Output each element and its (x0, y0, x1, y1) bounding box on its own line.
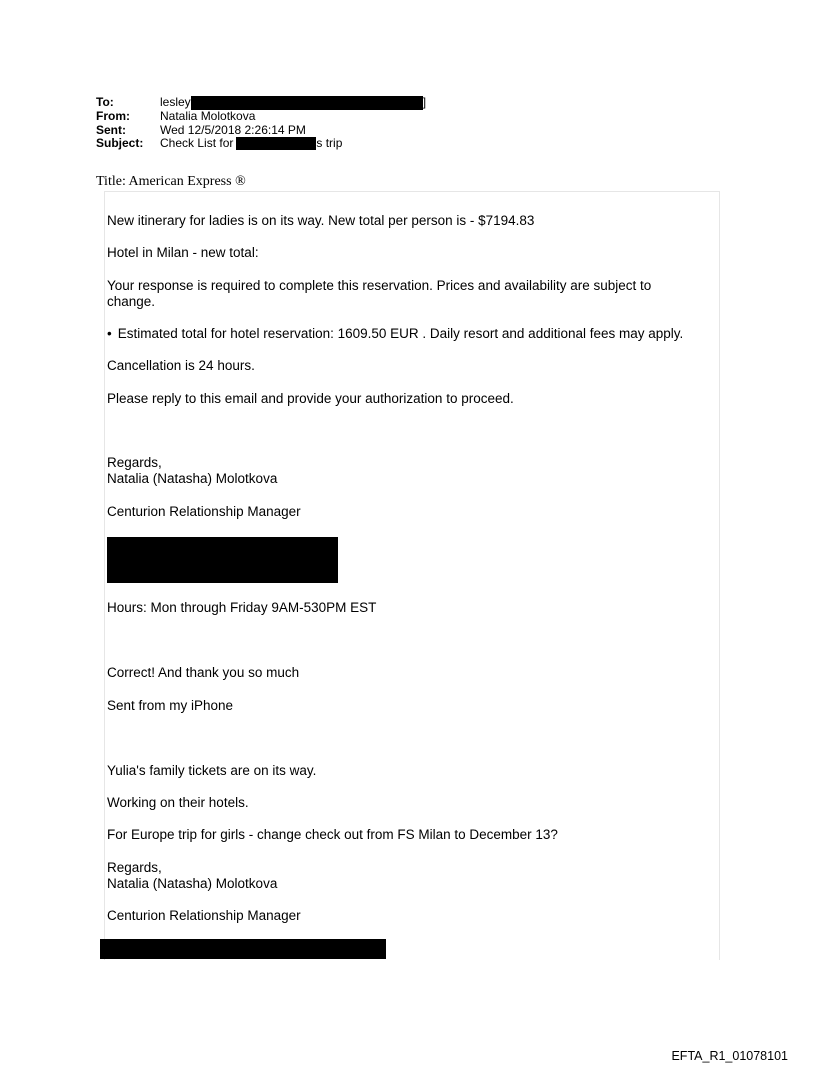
redaction-box (236, 137, 316, 150)
redaction-box (191, 96, 423, 110)
reply-text: Correct! And thank you so much (107, 665, 300, 680)
subject-label: Subject: (96, 136, 144, 150)
body-paragraph: Hotel in Milan - new total: (107, 245, 259, 260)
body-paragraph: Yulia's family tickets are on its way. (107, 763, 317, 778)
signature-regards: Regards, (107, 860, 162, 875)
body-paragraph: Cancellation is 24 hours. (107, 358, 255, 373)
body-paragraph: Please reply to this email and provide your authorization to proceed. (107, 391, 514, 406)
from-label: From: (96, 109, 130, 123)
bullet-glyph: • (107, 326, 112, 341)
body-paragraph: Your response is required to complete this reservation. Prices and availability are subject to change. (107, 278, 652, 309)
body-paragraph: Working on their hotels. (107, 795, 249, 810)
document-title: Title: American Express ® (96, 174, 246, 189)
subject-value (160, 137, 342, 151)
signature-name: Natalia (Natasha) Molotkova (107, 471, 278, 486)
to-tail: ] (422, 95, 427, 110)
redaction-block (107, 537, 338, 583)
reply-signature: Sent from my iPhone (107, 698, 234, 713)
sent-label: Sent: (96, 122, 126, 137)
signature-role: Centurion Relationship Manager (107, 908, 301, 923)
from-row (96, 110, 426, 124)
signature-name: Natalia (Natasha) Molotkova (107, 876, 278, 891)
to-label: To: (96, 95, 114, 109)
subject-row (96, 137, 426, 151)
office-hours: Hours: Mon through Friday 9AM-530PM EST (107, 600, 377, 615)
sent-value: Wed 12/5/2018 2:26:14 PM (160, 122, 306, 137)
body-paragraph: New itinerary for ladies is on its way. New total per person is - $7194.83 (107, 213, 535, 228)
subject-prefix: Check List for (160, 136, 234, 150)
document-id: EFTA_R1_01078101 (671, 1049, 788, 1063)
to-value (160, 96, 426, 110)
subject-suffix: s trip (316, 136, 343, 150)
email-header (96, 96, 426, 151)
signature-regards: Regards, (107, 455, 162, 470)
to-row (96, 96, 426, 110)
sent-row (96, 124, 426, 138)
signature-role: Centurion Relationship Manager (107, 504, 301, 519)
body-paragraph: For Europe trip for girls - change check out from FS Milan to December 13? (107, 827, 558, 842)
from-value: Natalia Molotkova (160, 109, 256, 123)
bullet-item (107, 326, 683, 342)
to-recipient: lesley (160, 95, 191, 110)
bullet-text: Estimated total for hotel reservation: 1609.50 EUR . Daily resort and additional fees may apply. (117, 326, 684, 341)
redaction-block (100, 939, 386, 959)
